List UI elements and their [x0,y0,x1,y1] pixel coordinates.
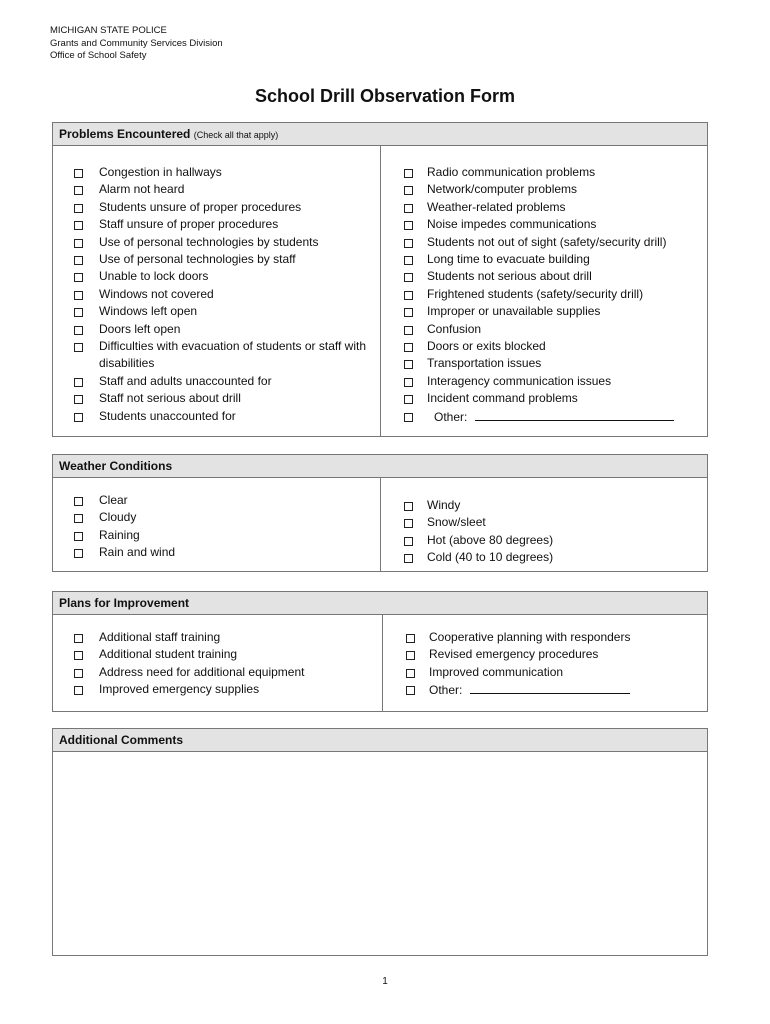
checklist-item-label: Doors or exits blocked [427,339,546,354]
checkbox[interactable] [74,514,83,523]
checkbox[interactable] [404,308,413,317]
checklist-item-label: Snow/sleet [427,515,486,530]
checklist-item-label: Incident command problems [427,391,578,406]
checklist-item-label: Windy [427,498,461,512]
problems-left-column [53,146,381,436]
checklist-item-label: Improved communication [429,664,564,679]
plans-right-column [383,615,707,711]
checkbox[interactable] [404,519,413,528]
checklist-item-label: Students unaccounted for [99,408,236,423]
checkbox[interactable] [404,291,413,300]
checklist-item[interactable] [404,532,701,549]
checklist-item[interactable] [404,268,701,285]
checklist-item-label: Confusion [427,321,482,336]
checklist-item-label: Cloudy [99,510,137,525]
checklist-item[interactable] [74,664,372,681]
weather-section [52,454,708,572]
checkbox[interactable] [74,378,83,387]
checklist-item[interactable] [74,629,372,646]
checklist-item-label: Revised emergency procedures [429,647,599,662]
checklist-item-label: Radio communication problems [427,165,596,179]
checkbox[interactable] [74,186,83,195]
checkbox[interactable] [74,256,83,265]
page-number: 1 [382,976,388,987]
checkbox[interactable] [74,169,83,178]
checklist-item-label: Windows not covered [99,286,214,301]
checkbox[interactable] [74,273,83,282]
checkbox[interactable] [404,502,413,511]
checkbox[interactable] [404,326,413,335]
checkbox[interactable] [404,395,413,404]
checklist-item[interactable] [404,497,701,514]
checklist-item[interactable] [404,234,701,251]
checklist-item[interactable] [406,646,701,663]
checkbox[interactable] [74,532,83,541]
checkbox[interactable] [74,651,83,660]
checklist-item[interactable] [74,492,370,509]
checklist-item-label: Doors left open [99,321,181,336]
checklist-item-label: Improper or unavailable supplies [427,304,601,319]
checklist-item-label: Transportation issues [427,356,542,371]
comments-section [52,728,708,956]
checklist-item-label: Interagency communication issues [427,373,612,388]
checklist-item-label: Students unsure of proper procedures [99,199,302,214]
checklist-item[interactable] [404,286,701,303]
problems-heading [53,123,707,146]
problems-section [52,122,708,437]
checklist-item-label: Use of personal technologies by staff [99,252,296,267]
checklist-item[interactable] [404,549,701,566]
checklist-item[interactable] [404,216,701,233]
checkbox[interactable] [74,326,83,335]
division-name: Grants and Community Services Division [50,37,223,49]
checklist-item-label: Staff not serious about drill [99,391,241,406]
plans-section [52,591,708,712]
checklist-item-label: Address need for additional equipment [99,664,305,679]
checkbox[interactable] [404,360,413,369]
problems-heading-note: (Check all that apply) [193,130,279,140]
checkbox[interactable] [404,256,413,265]
checkbox[interactable] [74,291,83,300]
checkbox[interactable] [406,634,415,643]
checklist-item[interactable] [404,390,701,407]
checklist-item-label: Students not out of sight (safety/security drill) [427,234,667,249]
comments-heading: Additional Comments [53,729,707,752]
checklist-item[interactable] [74,373,370,390]
checklist-item-label: Network/computer problems [427,182,578,197]
comments-area[interactable] [53,752,707,956]
checkbox[interactable] [404,378,413,387]
checkbox[interactable] [74,204,83,213]
checklist-item[interactable] [404,251,701,268]
checklist-item[interactable] [74,390,370,407]
checkbox[interactable] [74,395,83,404]
checkbox[interactable] [74,413,83,422]
checkbox[interactable] [404,169,413,178]
checklist-item-label: Difficulties with evacuation of students or staff with disabilities [99,339,367,371]
checklist-item[interactable] [404,373,701,390]
checklist-item[interactable] [74,216,370,233]
checkbox[interactable] [74,343,83,352]
checklist-item-label: Rain and wind [99,545,176,560]
checklist-item-label: Students not serious about drill [427,269,592,284]
checklist-item[interactable] [404,338,701,355]
checkbox[interactable] [74,549,83,558]
checkbox[interactable] [404,273,413,282]
checklist-item[interactable] [404,199,701,216]
checkbox[interactable] [74,308,83,317]
checklist-item[interactable] [74,181,370,198]
checklist-item-label: Raining [99,527,140,542]
checkbox[interactable] [74,669,83,678]
checklist-item-label: Clear [99,493,128,507]
other-label: Other: [434,409,468,424]
checklist-item-label: Windows left open [99,304,198,319]
checklist-item-label: Unable to lock doors [99,269,209,284]
checklist-item[interactable] [74,303,370,320]
checkbox[interactable] [406,686,415,695]
weather-right-column [381,478,707,571]
problems-heading-label: Problems Encountered [59,127,191,141]
checklist-item[interactable] [74,321,370,338]
checklist-item[interactable] [404,321,701,338]
form-title: School Drill Observation Form [254,86,516,106]
checkbox[interactable] [74,686,83,695]
checklist-item-label: Noise impedes communications [427,217,597,232]
checklist-item-label: Long time to evacuate building [427,252,590,267]
checkbox[interactable] [404,413,413,422]
checklist-item-label: Staff unsure of proper procedures [99,217,279,232]
checkbox[interactable] [74,634,83,643]
checkbox[interactable] [404,221,413,230]
checklist-item[interactable] [74,509,370,526]
plans-heading: Plans for Improvement [53,592,707,615]
checklist-item[interactable] [406,664,701,681]
checklist-item[interactable] [74,251,370,268]
checklist-item-label: Frightened students (safety/security drill) [427,286,644,301]
checklist-item-label: Alarm not heard [99,182,185,197]
agency-header [50,25,223,63]
checkbox[interactable] [74,221,83,230]
checklist-item-label: Improved emergency supplies [99,682,260,697]
problems-other-item[interactable] [404,408,701,426]
checklist-item[interactable] [404,181,701,198]
checklist-item[interactable] [74,164,370,181]
checklist-item-label: Hot (above 80 degrees) [427,532,554,547]
office-name: Office of School Safety [50,50,147,61]
checkbox[interactable] [74,239,83,248]
plans-other-item[interactable] [406,681,701,699]
checklist-item[interactable] [404,164,701,181]
weather-left-column [53,478,381,571]
checklist-item-label: Weather-related problems [427,199,566,214]
other-blank-line[interactable] [470,681,630,694]
agency-name: MICHIGAN STATE POLICE [50,25,167,36]
checklist-item[interactable] [74,268,370,285]
checkbox[interactable] [406,651,415,660]
checklist-item-label: Cold (40 to 10 degrees) [427,550,554,565]
checklist-item[interactable] [74,408,370,425]
checklist-item-label: Additional student training [99,647,238,662]
checkbox[interactable] [404,537,413,546]
checkbox[interactable] [404,239,413,248]
checklist-item[interactable] [404,355,701,372]
other-label: Other: [429,683,463,698]
checklist-item[interactable] [74,646,372,663]
checklist-item-label: Congestion in hallways [99,165,222,179]
checklist-item-label: Cooperative planning with responders [429,630,631,644]
checkbox[interactable] [406,669,415,678]
checkbox[interactable] [404,554,413,563]
checklist-item[interactable] [74,234,370,251]
checklist-item[interactable] [74,527,370,544]
checkbox[interactable] [404,343,413,352]
checkbox[interactable] [404,204,413,213]
checklist-item[interactable] [406,629,701,646]
other-blank-line[interactable] [475,408,674,421]
problems-right-column [381,146,707,436]
checklist-item-label: Staff and adults unaccounted for [99,373,272,388]
checklist-item-label: Use of personal technologies by students [99,234,319,249]
weather-heading: Weather Conditions [53,455,707,478]
checklist-item-label: Additional staff training [99,630,221,644]
checklist-item[interactable] [74,286,370,303]
checklist-item[interactable] [74,544,370,561]
checklist-item[interactable] [74,199,370,216]
checklist-item[interactable] [404,514,701,531]
checkbox[interactable] [74,497,83,506]
checklist-item[interactable] [74,338,370,373]
checklist-item[interactable] [404,303,701,320]
plans-left-column [53,615,383,711]
checkbox[interactable] [404,186,413,195]
checklist-item[interactable] [74,681,372,698]
